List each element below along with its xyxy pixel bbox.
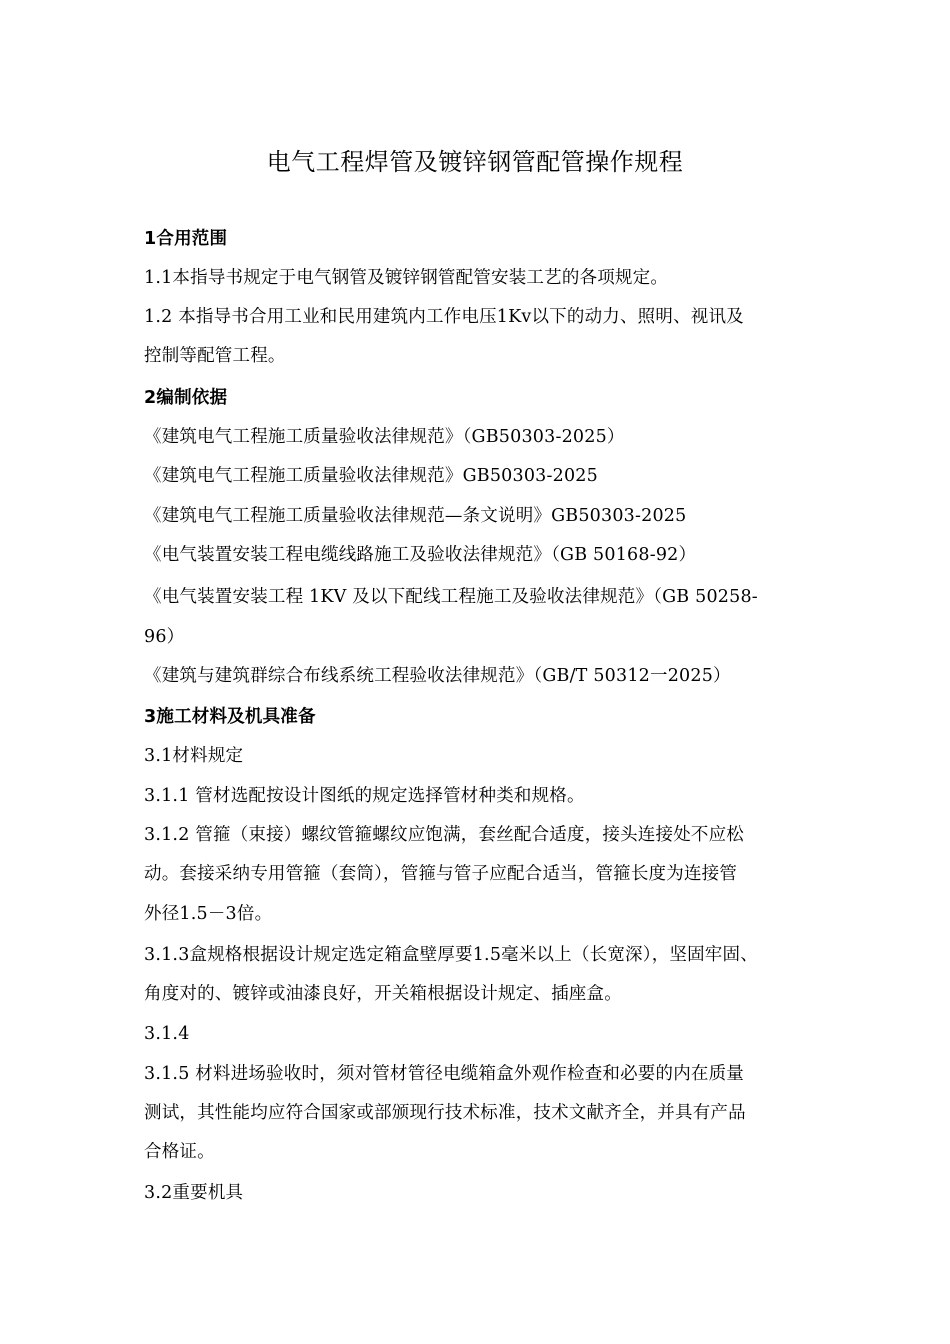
reference-line: 《建筑电气工程施工质量验收法律规范》GB50303-2025: [144, 466, 598, 486]
paragraph-line: 控制等配管工程。: [144, 346, 286, 366]
section-heading-basis: 2编制依据: [144, 388, 228, 408]
section-heading-scope: 1合用范围: [144, 229, 228, 249]
reference-line: 《电气装置安装工程电缆线路施工及验收法律规范》（GB 50168-92）: [144, 545, 697, 565]
paragraph-line: 角度对的、镀锌或油漆良好，开关箱根据设计规定、插座盒。: [144, 984, 622, 1004]
paragraph-line: 3.1.3盒规格根据设计规定选定箱盒壁厚要1.5毫米以上（长宽深），坚固牢固、: [144, 945, 758, 965]
paragraph-line: 3.2重要机具: [144, 1183, 244, 1203]
reference-line: 《电气装置安装工程 1KV 及以下配线工程施工及验收法律规范》（GB 50258-: [144, 587, 758, 607]
paragraph-line: 3.1.5 材料进场验收时，须对管材管径电缆箱盒外观作检查和必要的内在质量: [144, 1064, 744, 1084]
paragraph-line: 1.1本指导书规定于电气钢管及镀锌钢管配管安装工艺的各项规定。: [144, 268, 669, 288]
section-heading-materials: 3施工材料及机具准备: [144, 707, 316, 727]
paragraph-line: 测试，其性能均应符合国家或部颁现行技术标准，技术文献齐全，并具有产品: [144, 1103, 746, 1123]
paragraph-line: 3.1.1 管材选配按设计图纸的规定选择管材种类和规格。: [144, 786, 585, 806]
reference-line: 《建筑与建筑群综合布线系统工程验收法律规范》（GB/T 50312一2025）: [144, 666, 731, 686]
reference-line: 《建筑电气工程施工质量验收法律规范—条文说明》GB50303-2025: [144, 506, 687, 526]
reference-line: 《建筑电气工程施工质量验收法律规范》（GB50303-2025）: [144, 427, 625, 447]
document-title: 电气工程焊管及镀锌钢管配管操作规程: [266, 148, 684, 176]
paragraph-line: 1.2 本指导书合用工业和民用建筑内工作电压1Kv以下的动力、照明、视讯及: [144, 307, 744, 327]
paragraph-line: 动。套接采纳专用管箍（套筒），管箍与管子应配合适当，管箍长度为连接管: [144, 864, 738, 884]
paragraph-line: 3.1.2 管箍（束接）螺纹管箍螺纹应饱满，套丝配合适度，接头连接处不应松: [144, 825, 744, 845]
paragraph-line: 3.1.4: [144, 1024, 190, 1044]
paragraph-line: 外径1.5－3倍。: [144, 904, 273, 924]
paragraph-line: 合格证。: [144, 1142, 215, 1162]
paragraph-line: 3.1材料规定: [144, 746, 244, 766]
reference-line: 96）: [144, 627, 185, 647]
